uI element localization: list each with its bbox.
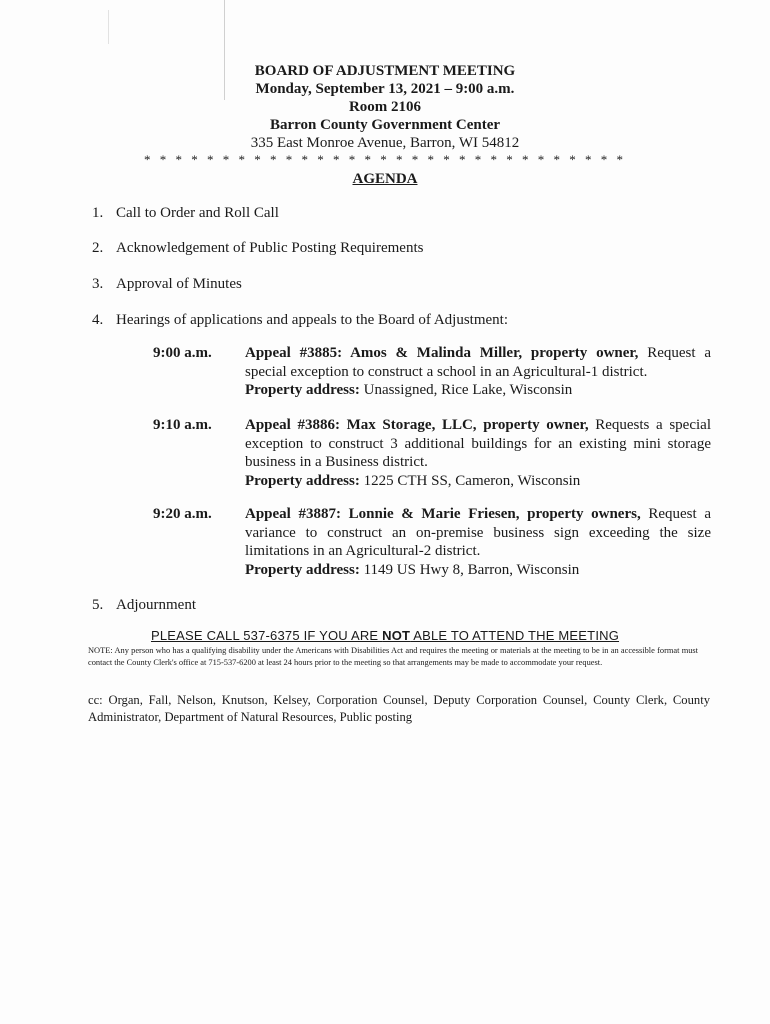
appeal-title: Appeal #3887: Lonnie & Marie Friesen, property owners, — [245, 506, 641, 522]
star-divider: * * * * * * * * * * * * * * * * * * * * * * * * * * * * * * * — [144, 152, 626, 167]
agenda-item — [92, 239, 423, 257]
meeting-room: Room 2106 — [348, 99, 422, 115]
agenda-item — [92, 275, 242, 293]
property-address: 1149 US Hwy 8, Barron, Wisconsin — [359, 561, 580, 578]
agenda-item-number: 5. — [92, 597, 104, 613]
agenda-item — [92, 596, 196, 614]
appeal-request: Requests a special exception to construct 3 additional buildings for an existing mini storage business in a Business district. — [245, 417, 711, 470]
property-address-label: Property address: — [245, 472, 360, 489]
agenda-item-text: Adjournment — [116, 597, 196, 613]
agenda-item-number: 2. — [92, 240, 104, 256]
attendance-notice-emphasis: NOT — [382, 628, 411, 643]
property-address: Unassigned, Rice Lake, Wisconsin — [359, 382, 573, 398]
agenda-item-text: Hearings of applications and appeals to the Board of Adjustment: — [116, 312, 508, 328]
hearing-time: 9:20 a.m. — [153, 506, 212, 522]
meeting-title: BOARD OF ADJUSTMENT MEETING — [254, 63, 516, 79]
attendance-notice-text: PLEASE CALL 537-6375 IF YOU ARE — [150, 628, 383, 643]
property-address-label: Property address: — [245, 561, 360, 578]
meeting-datetime: Monday, September 13, 2021 – 9:00 a.m. — [255, 81, 515, 97]
property-address: 1225 CTH SS, Cameron, Wisconsin — [359, 472, 581, 489]
agenda-item-number: 4. — [92, 312, 104, 328]
appeal-title: Appeal #3885: Amos & Malinda Miller, property owner, — [245, 345, 639, 361]
agenda-heading: AGENDA — [352, 171, 418, 187]
agenda-item-text: Call to Order and Roll Call — [116, 205, 279, 221]
hearing-time: 9:00 a.m. — [153, 345, 212, 361]
scan-artifact-line — [108, 10, 109, 44]
hearing-description — [245, 416, 711, 490]
agenda-item — [92, 311, 508, 329]
agenda-item-number: 3. — [92, 276, 104, 292]
meeting-venue: Barron County Government Center — [269, 117, 501, 133]
hearing-description — [245, 344, 711, 400]
hearing-time: 9:10 a.m. — [153, 417, 212, 433]
cc-list: cc: Organ, Fall, Nelson, Knutson, Kelsey, Corporation Counsel, Deputy Corporation Counsel, County Clerk, County Administrator, Department of Natural Resources, Public posting — [88, 693, 710, 724]
appeal-request: Request a variance to construct an on-premise business sign exceeding the size limitations in an Agricultural-2 district. — [245, 506, 711, 559]
property-address-label: Property address: — [245, 382, 360, 398]
agenda-item-number: 1. — [92, 205, 104, 221]
agenda-item-text: Acknowledgement of Public Posting Requirements — [116, 240, 424, 256]
appeal-request: Request a special exception to construct a school in an Agricultural-1 district. — [245, 345, 711, 380]
meeting-header — [0, 62, 770, 188]
ada-note: NOTE: Any person who has a qualifying disability under the Americans with Disabilities Act and requires the meeting or materials at the meeting to be in an accessible format must contact the County Clerk's office at 715-537-6200 at least 24 hours prior to the meeting so that arrangements may be made to accommodate your request. — [88, 646, 698, 667]
meeting-address: 335 East Monroe Avenue, Barron, WI 54812 — [250, 135, 520, 151]
attendance-notice — [0, 628, 770, 643]
attendance-notice-text: ABLE TO ATTEND THE MEETING — [410, 628, 620, 643]
appeal-title: Appeal #3886: Max Storage, LLC, property owner, — [245, 417, 589, 433]
hearing-description — [245, 505, 711, 579]
agenda-item — [92, 204, 279, 222]
agenda-item-text: Approval of Minutes — [116, 276, 242, 292]
